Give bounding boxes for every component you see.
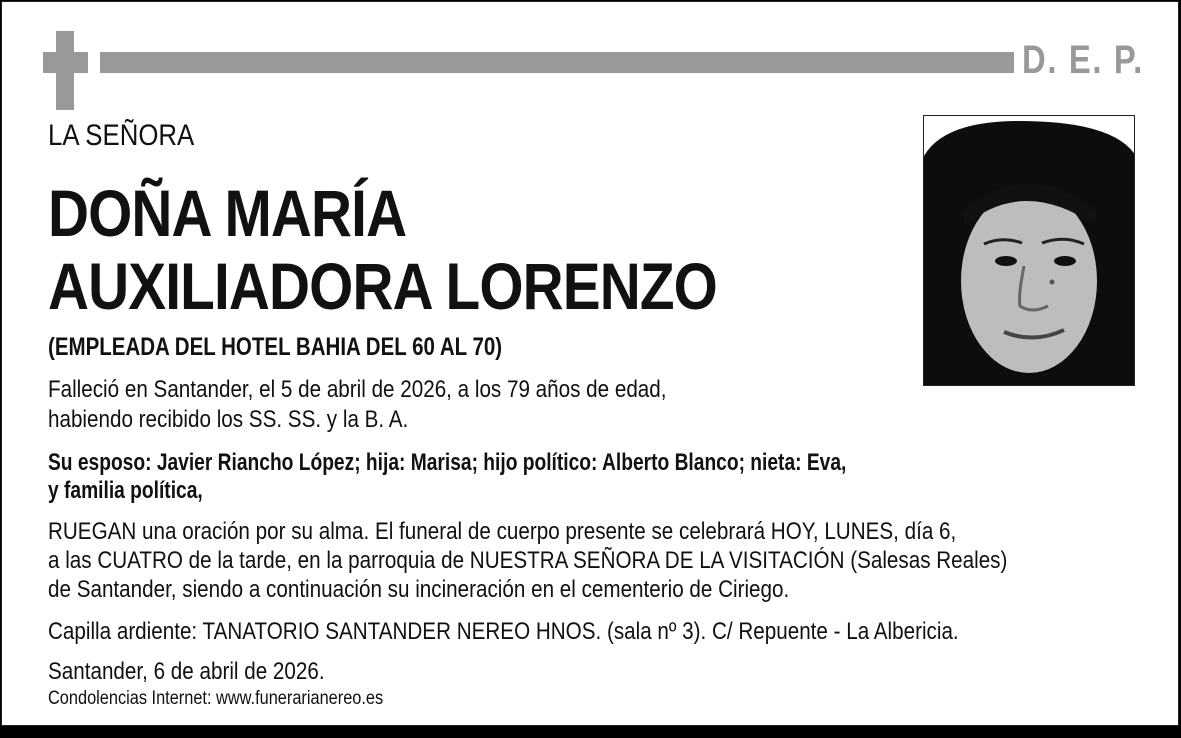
deceased-name-line1: DOÑA MARÍA — [48, 176, 407, 250]
obituary-card — [1, 1, 1179, 726]
deceased-name-line2: AUXILIADORA LORENZO — [48, 249, 717, 323]
title-prefix: LA SEÑORA — [48, 119, 195, 152]
family-line1: Su esposo: Javier Riancho López; hija: Marisa; hijo político: Alberto Blanco; nieta: Eva, — [48, 449, 847, 476]
funeral-line1: RUEGAN una oración por su alma. El funeral de cuerpo presente se celebrará HOY, LUNES, día 6, — [48, 518, 957, 545]
funeral-line2: a las CUATRO de la tarde, en la parroquia de NUESTRA SEÑORA DE LA VISITACIÓN (Salesas Reales) — [48, 547, 1008, 574]
occupation: (EMPLEADA DEL HOTEL BAHIA DEL 60 AL 70) — [48, 333, 503, 361]
chapel-info: Capilla ardiente: TANATORIO SANTANDER NEREO HNOS. (sala nº 3). C/ Repuente - La Albericia. — [48, 618, 959, 645]
portrait-photo — [923, 115, 1135, 386]
family-line2: y familia política, — [48, 477, 203, 504]
funeral-line3: de Santander, siendo a continuación su incineración en el cementerio de Ciriego. — [48, 576, 790, 603]
dep-label: D. E. P. — [1022, 38, 1144, 82]
condolences-link[interactable]: Condolencias Internet: www.funerarianereo.es — [48, 688, 384, 709]
death-info-line2: habiendo recibido los SS. SS. y la B. A. — [48, 406, 409, 433]
death-info-line1: Falleció en Santander, el 5 de abril de 2026, a los 79 años de edad, — [48, 376, 667, 403]
place-date: Santander, 6 de abril de 2026. — [48, 658, 325, 685]
portrait-image — [924, 116, 1135, 386]
header-rule — [100, 52, 1014, 73]
cross-icon-bar — [43, 52, 88, 73]
